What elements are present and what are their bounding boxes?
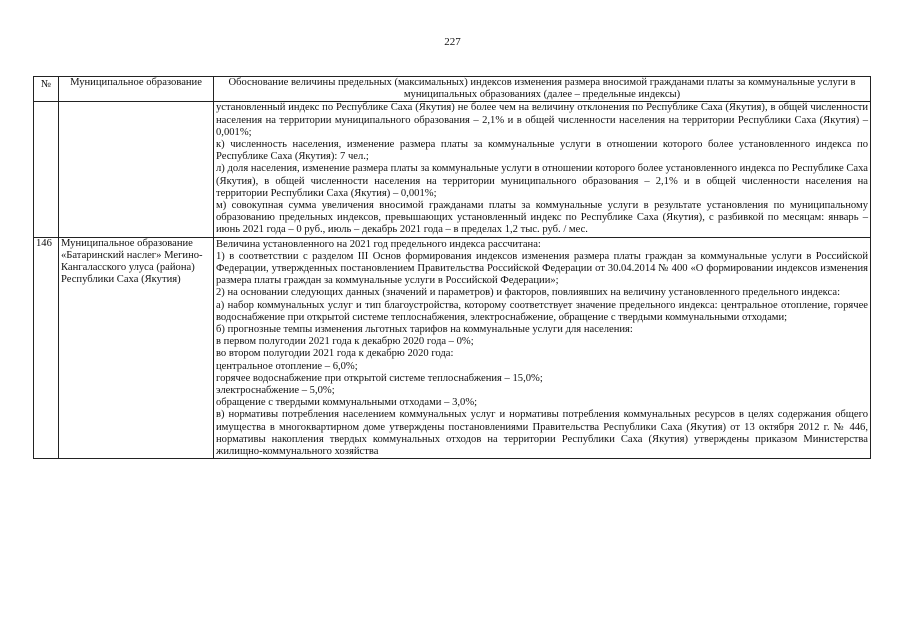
paragraph: горячее водоснабжение при открытой системе теплоснабжения – 15,0%; xyxy=(216,372,543,384)
table-header-row xyxy=(34,77,871,102)
paragraph: 2) на основании следующих данных (значений и параметров) и факторов, повлиявших на величину установленного предельного индекса: xyxy=(216,287,841,299)
header-justification: Обоснование величины предельных (максимальных) индексов изменения размера вносимой гражданами платы за коммунальные услуги в муниципальных образованиях (далее – предельные индексы) xyxy=(214,77,871,102)
paragraph: л) доля населения, изменение размера платы за коммунальные услуги в отношении которого более установленного индекса по Республике Саха (Якутия), в общей численности населения на территории муниципального образования – 2,1% и в общей численности населения на территории Республики Саха (Якутия) – 0,001%; xyxy=(216,163,868,199)
paragraph: к) численность населения, изменение размера платы за коммунальные услуги в отношении которого более установленного индекса по Республике Саха (Якутия): 7 чел.; xyxy=(216,139,868,163)
header-municipality: Муниципальное образование xyxy=(59,77,214,102)
paragraph: 1) в соответствии с разделом III Основ формирования индексов изменения размера платы граждан за коммунальные услуги в Российской Федерации, утвержденных постановлением Правительства Российской Федерации от 30.04.2014 № 400 «О формировании индексов изменения размера платы граждан за коммунальные услуги в Российской Федерации»; xyxy=(216,250,868,287)
paragraph: в первом полугодии 2021 года к декабрю 2020 года – 0%; xyxy=(216,336,474,348)
paragraph: м) совокупная сумма увеличения вносимой гражданами платы за коммунальные услуги в результате установления по муниципальному образованию предельных индексов, превышающих установленный индекс по Республике Саха (Якутия), с разбивкой по месяцам: январь – июнь 2021 года – 0 руб., июль – декабрь 2021 года – в пределах 1,2 тыс. руб. / мес. xyxy=(216,200,868,236)
table-row xyxy=(34,237,871,459)
page-number: 227 xyxy=(444,36,461,48)
paragraph: б) прогнозные темпы изменения льготных тарифов на коммунальные услуги для населения: xyxy=(216,324,633,336)
table-row xyxy=(34,102,871,237)
row-num xyxy=(34,102,59,237)
row-municipality xyxy=(59,102,214,237)
indices-table xyxy=(33,76,871,459)
paragraph: электроснабжение – 5,0%; xyxy=(216,385,335,397)
row-num: 146 xyxy=(34,237,59,459)
paragraph: Величина установленного на 2021 год предельного индекса рассчитана: xyxy=(216,238,541,250)
paragraph: во втором полугодии 2021 года к декабрю 2020 года: xyxy=(216,348,454,360)
row-justification xyxy=(214,237,871,459)
header-num: № xyxy=(34,77,59,102)
row-justification xyxy=(214,102,871,237)
paragraph: обращение с твердыми коммунальными отходами – 3,0%; xyxy=(216,397,478,409)
paragraph: в) нормативы потребления населением коммунальных услуг и нормативы потребления коммунальных ресурсов в целях содержания общего имущества в многоквартирном доме утверждены постановлениями Правительства Республики Саха (Якутия) от 13 октября 2012 г. № 446, нормативы накопления твердых коммунальных отходов на территории Республики Саха (Якутия) утверждены приказом Министерства жилищно-коммунального хозяйства xyxy=(216,409,868,458)
row-municipality: Муниципальное образование «Батаринский наслег» Мегино-Кангаласского улуса (района) Республики Саха (Якутия) xyxy=(59,237,214,459)
paragraph: а) набор коммунальных услуг и тип благоустройства, которому соответствует значение предельного индекса: центральное отопление, горячее водоснабжение при открытой системе теплоснабжения, электроснабжение, обращение с твердыми коммунальными отходами; xyxy=(216,299,868,323)
paragraph: установленный индекс по Республике Саха (Якутия) не более чем на величину отклонения по Республике Саха (Якутия), в общей численности населения на территории муниципального образования – 2,1% и в общей численности населения на территории Республики Саха (Якутия) – 0,001%; xyxy=(216,102,868,138)
paragraph: центральное отопление – 6,0%; xyxy=(216,360,358,372)
